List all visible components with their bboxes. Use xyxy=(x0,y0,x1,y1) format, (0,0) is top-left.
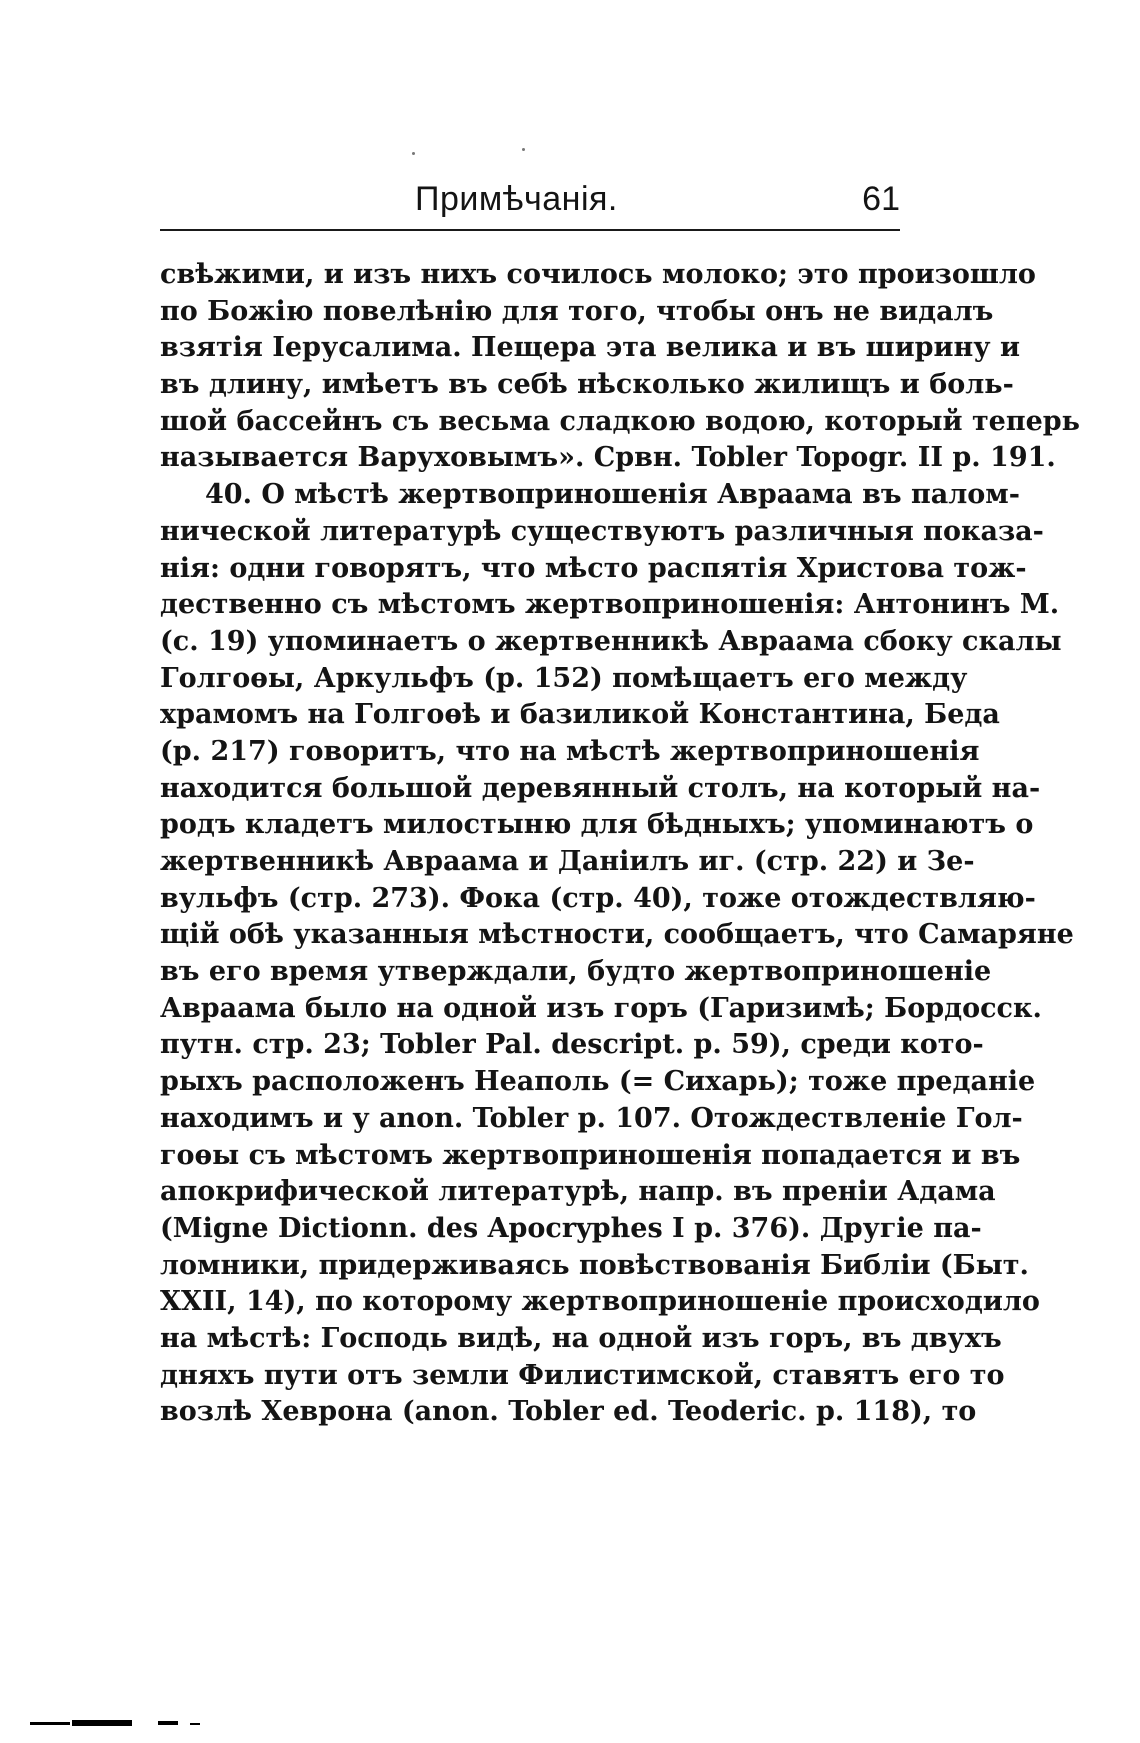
text-line: по Божію повелѣнію для того, чтобы онъ не видалъ xyxy=(160,295,994,327)
text-line: находится большой деревянный столъ, на который на- xyxy=(160,772,1041,804)
text-line: взятія Іерусалима. Пещера эта велика и въ ширину и xyxy=(160,332,1021,364)
text-line: въ длину, имѣетъ въ себѣ нѣсколько жилищъ и боль- xyxy=(160,369,1014,401)
page-speck xyxy=(522,148,525,151)
text-line: (с. 19) упоминаетъ о жертвенникѣ Авраама сбоку скалы xyxy=(160,625,1062,657)
text-line: возлѣ Хеврона (anon. Tobler ed. Teoderic. p. 118), то xyxy=(160,1396,977,1428)
text-line: нія: одни говорятъ, что мѣсто распятія Христова тож- xyxy=(160,552,1027,584)
body-text xyxy=(160,257,1081,1431)
text-line: дняхъ пути отъ земли Филистимской, ставятъ его то xyxy=(160,1359,1005,1391)
text-line: Авраама было на одной изъ горъ (Гаризимѣ; Бордосск. xyxy=(160,992,1042,1024)
page-speck xyxy=(412,152,415,155)
page-number: 61 xyxy=(862,180,900,218)
text-line: на мѣстѣ: Господь видѣ, на одной изъ горъ, въ двухъ xyxy=(160,1322,1002,1354)
text-line: называется Варуховымъ». Срвн. Tobler Topogr. II p. 191. xyxy=(160,442,1056,474)
text-line: (Migne Dictionn. des Apocryphes I p. 376). Другіе па- xyxy=(160,1212,982,1244)
text-line: находимъ и у anon. Tobler p. 107. Отождествленіе Гол- xyxy=(160,1102,1023,1134)
running-header xyxy=(160,180,900,226)
text-line: дественно съ мѣстомъ жертвоприношенія: Антонинъ М. xyxy=(160,589,1060,621)
header-rule xyxy=(160,229,900,231)
text-line: Голгоѳы, Аркульфъ (р. 152) помѣщаетъ его между xyxy=(160,662,968,694)
text-line: щій обѣ указанныя мѣстности, сообщаетъ, что Самаряне xyxy=(160,919,1074,951)
text-line: XXII, 14), по которому жертвоприношеніе происходило xyxy=(160,1286,1040,1318)
text-line: 40. О мѣстѣ жертвоприношенія Авраама въ палом- xyxy=(205,479,1020,511)
text-line: нической литературѣ существуютъ различныя показа- xyxy=(160,515,1044,547)
text-line: родъ кладетъ милостыню для бѣдныхъ; упоминаютъ о xyxy=(160,809,1034,841)
text-line: рыхъ расположенъ Неаполь (= Сихарь); тоже преданіе xyxy=(160,1066,1036,1098)
text-line: храмомъ на Голгоѳѣ и базиликой Константина, Беда xyxy=(160,699,1000,731)
text-line: путн. стр. 23; Tobler Pal. descript. p. 59), среди кото- xyxy=(160,1029,984,1061)
text-line: свѣжими, и изъ нихъ сочилось молоко; это произошло xyxy=(160,259,1036,290)
header-title: Примѣчанія. xyxy=(415,180,618,218)
text-line: гоѳы съ мѣстомъ жертвоприношенія попадается и въ xyxy=(160,1139,1021,1171)
text-line: апокрифической литературѣ, напр. въ преніи Адама xyxy=(160,1176,996,1208)
text-line: вульфъ (стр. 273). Фока (стр. 40), тоже отождествляю- xyxy=(160,882,1036,914)
text-line: (р. 217) говоритъ, что на мѣстѣ жертвоприношенія xyxy=(160,735,980,767)
text-line: жертвенникѣ Авраама и Даніилъ иг. (стр. 22) и Зе- xyxy=(160,846,975,877)
text-line: шой бассейнъ съ весьма сладкою водою, который теперь xyxy=(160,405,1081,437)
text-line: ломники, придерживаясь повѣствованія Библіи (Быт. xyxy=(160,1249,1029,1281)
text-line: въ его время утверждали, будто жертвоприношеніе xyxy=(160,956,992,988)
